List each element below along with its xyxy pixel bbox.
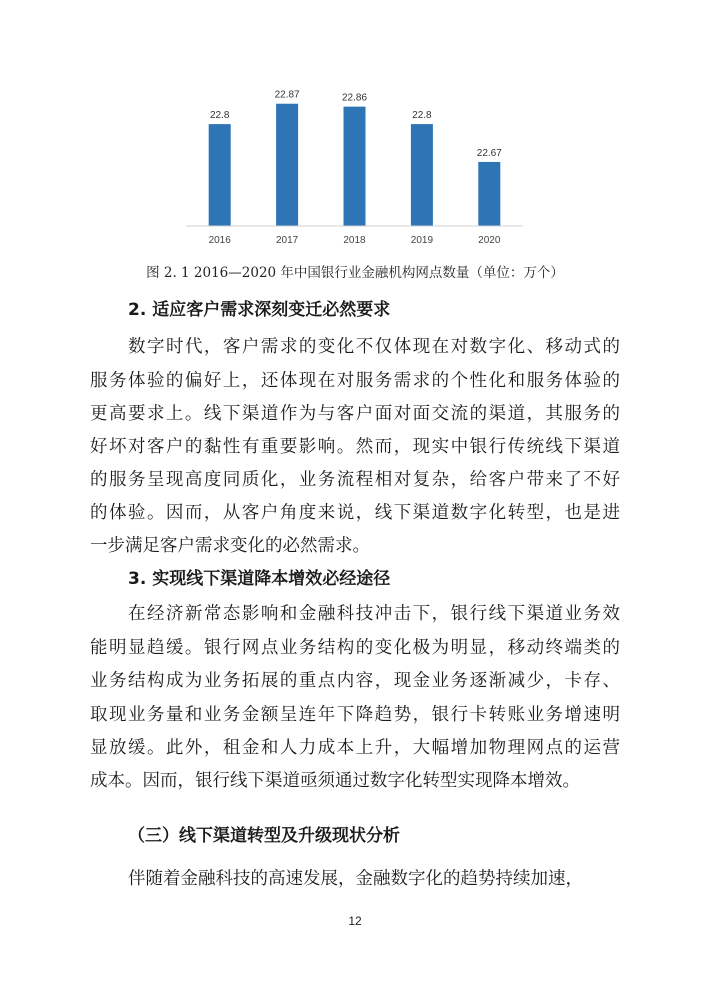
paragraph-line: 的体验。因而，从客户角度来说，线下渠道数字化转型，也是进 [90, 503, 620, 523]
bar-2016 [209, 124, 231, 226]
paragraph-line: 数字时代，客户需求的变化不仅体现在对数字化、移动式的 [128, 337, 620, 357]
bar-2018 [344, 107, 366, 226]
paragraph-line: 服务体验的偏好上，还体现在对服务需求的个性化和服务体验的 [90, 371, 620, 391]
paragraph-line: 在经济新常态影响和金融科技冲击下，银行线下渠道业务效 [128, 604, 620, 624]
bar-2020 [478, 162, 500, 226]
page-number: 12 [348, 914, 362, 928]
paragraph-line: 好坏对客户的黏性有重要影响。然而，现实中银行传统线下渠道 [90, 437, 620, 457]
x-tick-label-2019: 2019 [410, 235, 434, 246]
section-heading-three: （三）线下渠道转型及升级现状分析 [128, 826, 400, 846]
data-label-2016: 22.8 [209, 110, 230, 122]
section-heading-3: 3. 实现线下渠道降本增效必经途径 [128, 569, 391, 589]
bar-2017 [276, 104, 298, 226]
paragraph-line: 取现业务量和业务金额呈连年下降趋势，银行卡转账业务增速明 [90, 705, 620, 725]
data-label-2017: 22.87 [274, 89, 300, 101]
paragraph-line: 业务结构成为业务拓展的重点内容，现金业务逐渐减少，卡存、 [90, 671, 620, 691]
section-heading-2: 2. 适应客户需求深刻变迁必然要求 [128, 300, 391, 320]
paragraph-line: 更高要求上。线下渠道作为与客户面对面交流的渠道，其服务的 [90, 404, 620, 424]
figure-caption: 图 2. 1 2016—2020 年中国银行业金融机构网点数量（单位：万个） [146, 265, 564, 281]
bar-chart [0, 0, 710, 260]
paragraph-line: 显放缓。此外，租金和人力成本上升，大幅增加物理网点的运营 [90, 738, 620, 758]
data-label-2019: 22.8 [412, 110, 432, 122]
data-label-2020: 22.67 [476, 147, 502, 159]
paragraph-line: 能明显趋缓。银行网点业务结构的变化极为明显，移动终端类的 [90, 638, 620, 658]
data-label-2018: 22.86 [341, 92, 368, 104]
paragraph-line: 伴随着金融科技的高速发展，金融数字化的趋势持续加速， [128, 869, 583, 889]
x-tick-label-2017: 2017 [275, 235, 299, 246]
x-tick-label-2020: 2020 [478, 235, 501, 246]
bar-2019 [411, 124, 433, 226]
x-tick-label-2016: 2016 [208, 235, 231, 246]
paragraph-line: 成本。因而，银行线下渠道亟须通过数字化转型实现降本增效。 [90, 771, 580, 791]
paragraph-line: 的服务呈现高度同质化，业务流程相对复杂，给客户带来了不好 [90, 470, 620, 490]
x-tick-label-2018: 2018 [343, 235, 366, 246]
paragraph-line: 一步满足客户需求变化的必然需求。 [90, 536, 370, 556]
